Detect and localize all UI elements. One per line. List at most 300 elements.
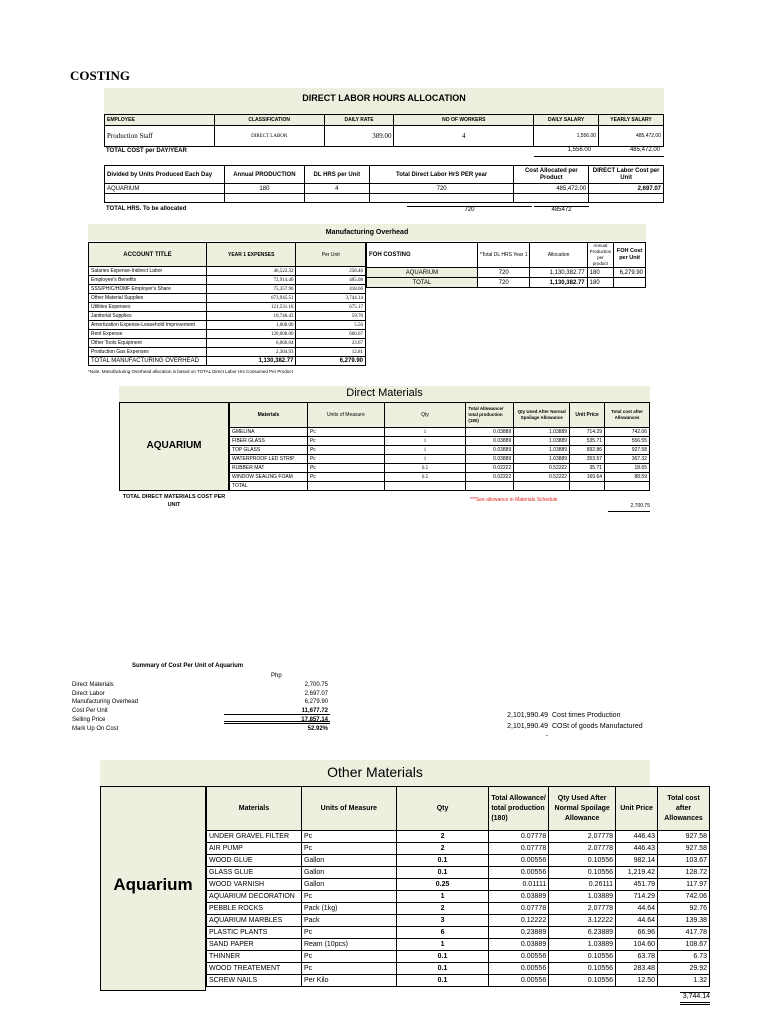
om-qty: 0.1 [396, 855, 489, 867]
dm-qty: 1 [384, 437, 466, 446]
om-uom: Pc [301, 951, 396, 963]
alloc-header-total-hrs: Total Direct Labor HrS PER year [369, 166, 514, 184]
om-material: WOOD TREATEMENT [207, 963, 302, 975]
dm-qty-used: 0.52222 [514, 464, 570, 473]
alloc-header-production: Annual PRODUCTION [224, 166, 304, 184]
moh-expense: 10,746.43 [206, 312, 296, 321]
dl-daily-salary: 1,556.00 [534, 126, 599, 147]
summary-side-value: - [545, 733, 548, 740]
foh-production: 180 [587, 268, 614, 278]
alloc-header-dl-hrs: DL HRS per Unit [304, 166, 369, 184]
om-allowance: 0.03889 [489, 939, 549, 951]
foh-row [367, 268, 646, 278]
om-allowance: 0.07778 [489, 843, 549, 855]
dm-material: FIBER GLASS [230, 437, 308, 446]
summary-value: 11,677.72 [301, 708, 328, 715]
om-total-cost: 1.32 [658, 975, 710, 987]
om-total-cost: 108.67 [658, 939, 710, 951]
om-row [207, 843, 710, 855]
foh-allocation: 1,130,382.77 [530, 278, 587, 288]
summary-side-value: 2,101,990.49 [507, 722, 548, 730]
om-allowance: 0.01111 [489, 879, 549, 891]
om-qty: 0.25 [396, 879, 489, 891]
moh-per-unit: 59.70 [296, 312, 366, 321]
om-material: AQUARIUM MARBLES [207, 915, 302, 927]
om-material: AIR PUMP [207, 843, 302, 855]
dl-header-classification: CLASSIFICATION [214, 115, 324, 126]
om-title: Other Materials [327, 764, 423, 780]
moh-row [89, 330, 366, 339]
moh-expense: 121,531.18 [206, 303, 296, 312]
dm-material: TOTAL [230, 482, 308, 491]
dm-qty: 0.5 [384, 473, 466, 482]
moh-total-expenses: 1,130,382.77 [206, 357, 296, 366]
moh-row [89, 339, 366, 348]
dm-header-uom: Units of Measure [307, 403, 384, 428]
om-unit-price: 44.64 [616, 915, 658, 927]
dm-allowance: 0.03889 [466, 455, 514, 464]
dm-material: WINDOW SEALING FOAM [230, 473, 308, 482]
om-uom: Gallon [301, 855, 396, 867]
dm-unit-price: 353.57 [570, 455, 605, 464]
om-unit-price: 446.43 [616, 831, 658, 843]
om-qty-used: 6.23889 [549, 927, 616, 939]
om-total-cost: 103.67 [658, 855, 710, 867]
dm-unit-price: 169.64 [570, 473, 605, 482]
summary-title: Summary of Cost Per Unit of Aquarium [132, 663, 244, 669]
dl-header-daily-salary: DAILY SALARY [534, 115, 599, 126]
om-row [207, 927, 710, 939]
om-qty-used: 2.07778 [549, 903, 616, 915]
om-header-allowance: Total Allowance/ total production (180) [489, 787, 549, 831]
om-uom: Per Kilo [301, 975, 396, 987]
om-row [207, 831, 710, 843]
om-material: PEBBLE ROCKS [207, 903, 302, 915]
om-uom: Pc [301, 843, 396, 855]
om-unit-price: 63.78 [616, 951, 658, 963]
dm-allowance-note: ***See allowance in Materials Schedule [470, 497, 558, 503]
om-material: GLASS GLUE [207, 867, 302, 879]
alloc-total-hrs: 720 [369, 184, 514, 194]
summary-label: Mark Up On Cost [72, 725, 119, 732]
om-total-cost: 128.72 [658, 867, 710, 879]
dm-unit-price: 535.71 [570, 437, 605, 446]
om-qty: 0.1 [396, 975, 489, 987]
moh-header-per-unit: Per Unit [296, 243, 366, 267]
om-allowance: 0.07778 [489, 831, 549, 843]
dl-total-yearly: 485,472.00 [629, 147, 660, 153]
moh-expense: 120,000.00 [206, 330, 296, 339]
dl-yearly-salary: 485,472.00 [599, 126, 664, 147]
dm-uom: Pc [307, 473, 384, 482]
dm-header-qty: Qty [384, 403, 466, 428]
summary-currency: Php [271, 673, 282, 679]
om-allowance: 0.03889 [489, 891, 549, 903]
dm-header-total-cost: Total cost after Allowances [605, 403, 650, 428]
alloc-product: AQUARIUM [105, 184, 225, 194]
alloc-header-cost-allocated: Cost Allocated per Product [514, 166, 589, 184]
foh-dl-hrs: 720 [477, 268, 530, 278]
foh-allocation: 1,130,382.77 [530, 268, 587, 278]
om-unit-price: 104.60 [616, 939, 658, 951]
dl-hrs-total: 720 [407, 206, 532, 213]
dm-total: 2,700.75 [630, 503, 650, 509]
om-qty: 1 [396, 891, 489, 903]
moh-row [89, 285, 366, 294]
summary-label: Cost Per Unit [72, 708, 108, 715]
dl-daily-rate: 389.00 [324, 126, 394, 147]
dm-qty-used [514, 482, 570, 491]
dl-header-yearly-salary: YEARLY SALARY [599, 115, 664, 126]
om-qty: 3 [396, 915, 489, 927]
alloc-dl-cost: 2,697.07 [589, 184, 664, 194]
dm-unit-price [570, 482, 605, 491]
foh-cost-per-unit: 6,279.90 [614, 268, 646, 278]
om-qty-used: 2.07778 [549, 831, 616, 843]
om-qty: 6 [396, 927, 489, 939]
dm-total-cost: 927.58 [605, 446, 650, 455]
dm-total-cost: 742.06 [605, 428, 650, 437]
dm-table [229, 402, 650, 491]
dl-allocation-table [104, 165, 664, 203]
foh-header-allocation: Allocation [530, 243, 587, 268]
om-total-rule-top [680, 992, 710, 993]
om-unit-price: 982.14 [616, 855, 658, 867]
om-allowance: 0.00556 [489, 855, 549, 867]
om-row [207, 951, 710, 963]
moh-account: Salaries Expense-Indirect Labor [89, 267, 207, 276]
om-unit-price: 44.64 [616, 903, 658, 915]
dm-unit-price: 35.71 [570, 464, 605, 473]
alloc-production: 180 [224, 184, 304, 194]
dm-row [230, 473, 650, 482]
dm-row [230, 428, 650, 437]
dl-total-daily: 1,556.00 [567, 147, 591, 153]
om-unit-price: 451.79 [616, 879, 658, 891]
dm-title: Direct Materials [346, 387, 423, 399]
om-uom: Gallon [301, 879, 396, 891]
om-qty-used: 2.07778 [549, 843, 616, 855]
moh-table [88, 242, 366, 366]
om-qty-used: 0.10556 [549, 951, 616, 963]
summary-value: 2,697.07 [304, 690, 328, 697]
page-title: COSTING [70, 68, 130, 83]
moh-account: Other Material Supplies [89, 294, 207, 303]
om-material: SAND PAPER [207, 939, 302, 951]
moh-per-unit: 675.17 [296, 303, 366, 312]
alloc-dl-hrs: 4 [304, 184, 369, 194]
summary-rule-top [224, 714, 330, 715]
moh-row [89, 348, 366, 357]
dm-allowance: 0.03889 [466, 437, 514, 446]
om-total-cost: 92.76 [658, 903, 710, 915]
dm-uom: Pc [307, 455, 384, 464]
om-allowance: 0.12222 [489, 915, 549, 927]
moh-title: Manufacturing Overhead [88, 224, 646, 241]
dl-header-employee: EMPLOYEE [105, 115, 215, 126]
moh-per-unit: 666.67 [296, 330, 366, 339]
dm-allowance: 0.02222 [466, 464, 514, 473]
dl-total-rule [534, 156, 664, 157]
dl-header-workers: NO OF WORKERS [394, 115, 534, 126]
dl-hrs-label: TOTAL HRS. To be allocated [106, 206, 187, 212]
dm-qty-used: 1.03889 [514, 428, 570, 437]
dm-total-rule [608, 511, 650, 512]
om-total-cost: 742.06 [658, 891, 710, 903]
direct-labor-title: DIRECT LABOR HOURS ALLOCATION [302, 93, 466, 103]
om-uom: Pc [301, 963, 396, 975]
om-allowance: 0.00556 [489, 975, 549, 987]
dm-allowance: 0.03889 [466, 428, 514, 437]
dm-row [230, 482, 650, 491]
om-header-materials: Materials [207, 787, 302, 831]
om-row [207, 867, 710, 879]
dm-total-cost: 18.65 [605, 464, 650, 473]
om-header-unit-price: Unit Price [616, 787, 658, 831]
summary-value: 6,279.90 [304, 699, 328, 706]
om-row [207, 963, 710, 975]
dm-total-label: TOTAL DIRECT MATERIALS COST PER UNIT [122, 494, 226, 508]
om-total-cost: 139.38 [658, 915, 710, 927]
moh-account: Janitorial Supplies [89, 312, 207, 321]
om-material: THINNER [207, 951, 302, 963]
dl-header-daily-rate: DAILY RATE [324, 115, 394, 126]
dl-hrs-cost: 485472 [534, 206, 589, 213]
dm-material: WATERPROOF LED STRIP [230, 455, 308, 464]
moh-per-unit: 405.08 [296, 276, 366, 285]
moh-account: Other Tools Equipment [89, 339, 207, 348]
om-total-cost: 417.78 [658, 927, 710, 939]
om-allowance: 0.00556 [489, 951, 549, 963]
om-qty-used: 0.10556 [549, 975, 616, 987]
foh-production: 180 [587, 278, 614, 288]
moh-expense: 1,000.00 [206, 321, 296, 330]
dm-uom: Pc [307, 446, 384, 455]
alloc-header-dl-cost: DIRECT Labor Cost per Unit [589, 166, 664, 184]
om-header-qty: Qty [396, 787, 489, 831]
om-total-cost: 117.97 [658, 879, 710, 891]
moh-per-unit: 5.56 [296, 321, 366, 330]
summary-label: Selling Price [72, 716, 106, 723]
dm-header-qty-used: Qty Used After Normal Spoilage Allowance [514, 403, 570, 428]
om-table [206, 786, 710, 987]
dm-qty: 1 [384, 446, 466, 455]
dm-unit-price: 714.29 [570, 428, 605, 437]
summary-side-label: Cost times Production [552, 712, 621, 719]
foh-header-cost-per-unit: FOH Cost per Unit [614, 243, 646, 268]
moh-expense: 2,304.93 [206, 348, 296, 357]
dm-uom: Pc [307, 464, 384, 473]
moh-row [89, 321, 366, 330]
om-qty-used: 0.10556 [549, 963, 616, 975]
om-allowance: 0.00556 [489, 963, 549, 975]
summary-value: 17,857.14 [301, 716, 328, 723]
moh-total-per-unit: 6,279.90 [296, 357, 366, 366]
dl-employee: Production Staff [105, 126, 215, 147]
dm-qty-used: 1.03889 [514, 437, 570, 446]
summary-value: 2,700.75 [304, 682, 328, 688]
om-unit-price: 714.29 [616, 891, 658, 903]
om-unit-price: 446.43 [616, 843, 658, 855]
summary-side-value: 2,101,990.49 [507, 712, 548, 719]
om-qty: 2 [396, 843, 489, 855]
summary-side-label: COSt of goods Manufactured [552, 722, 643, 730]
dm-material: GMELINA [230, 428, 308, 437]
summary-rule-bottom [224, 721, 330, 724]
moh-header-account: ACCOUNT TITLE [89, 243, 207, 267]
om-uom: Pack (1kg) [301, 903, 396, 915]
dm-row [230, 455, 650, 464]
om-qty-used: 0.10556 [549, 867, 616, 879]
moh-account: Amortization Expense-Leasehold Improvement [89, 321, 207, 330]
om-row [207, 879, 710, 891]
moh-account: Employee's Benefits [89, 276, 207, 285]
om-header-uom: Units of Measure [301, 787, 396, 831]
om-total-cost: 29.92 [658, 963, 710, 975]
om-uom: Pc [301, 891, 396, 903]
om-total-cost: 927.58 [658, 843, 710, 855]
dm-qty-used: 0.52222 [514, 473, 570, 482]
dm-qty-used: 1.03889 [514, 455, 570, 464]
dm-row [230, 446, 650, 455]
om-qty-used: 3.12222 [549, 915, 616, 927]
moh-per-unit: 33.67 [296, 339, 366, 348]
dm-total-cost: 367.32 [605, 455, 650, 464]
moh-per-unit: 258.46 [296, 267, 366, 276]
foh-row [367, 278, 646, 288]
om-qty-used: 0.10556 [549, 855, 616, 867]
dm-header-allowance: Total Allowance/ total production (180) [466, 403, 514, 428]
summary-value: 52.92% [307, 725, 328, 732]
om-product: Aquarium [113, 875, 193, 894]
moh-note: *Note: Manufacturing Overhead allocation is based on TOTAL Direct Labor Hrs Consumed Per Product [88, 369, 293, 374]
dm-qty [384, 482, 466, 491]
moh-expense: 46,522.32 [206, 267, 296, 276]
om-qty: 2 [396, 831, 489, 843]
foh-cost-per-unit [614, 278, 646, 288]
om-qty-used: 1.03889 [549, 939, 616, 951]
om-allowance: 0.23889 [489, 927, 549, 939]
moh-per-unit: 12.81 [296, 348, 366, 357]
dm-unit-price: 892.86 [570, 446, 605, 455]
om-unit-price: 66.96 [616, 927, 658, 939]
om-qty-used: 0.26111 [549, 879, 616, 891]
om-total: 3,744.14 [682, 993, 710, 1000]
moh-account: Rent Expense [89, 330, 207, 339]
summary-label: Direct Labor [72, 690, 105, 697]
moh-account: Production Gas Expenses [89, 348, 207, 357]
om-row [207, 891, 710, 903]
dm-row [230, 464, 650, 473]
om-header-total-cost: Total cost after Allowances [658, 787, 710, 831]
dl-classification: DIRECT LABOR [214, 126, 324, 147]
om-uom: Ream (10pcs) [301, 939, 396, 951]
om-uom: Pack [301, 915, 396, 927]
om-qty: 0.1 [396, 951, 489, 963]
summary-label: Direct Materials [72, 682, 114, 688]
om-allowance: 0.07778 [489, 903, 549, 915]
foh-product: TOTAL [367, 278, 478, 288]
dm-allowance [466, 482, 514, 491]
dl-workers: 4 [394, 126, 534, 147]
om-row [207, 939, 710, 951]
om-row [207, 855, 710, 867]
om-uom: Pc [301, 927, 396, 939]
dm-product: AQUARIUM [146, 440, 202, 451]
moh-row [89, 303, 366, 312]
om-row [207, 975, 710, 987]
om-allowance: 0.00556 [489, 867, 549, 879]
dm-material: RUBBER MAT [230, 464, 308, 473]
om-uom: Pc [301, 831, 396, 843]
dm-total-cost [605, 482, 650, 491]
moh-expense: 6,060.04 [206, 339, 296, 348]
om-total-cost: 6.73 [658, 951, 710, 963]
direct-labor-table [104, 114, 664, 147]
om-material: WOOD GLUE [207, 855, 302, 867]
foh-dl-hrs: 720 [477, 278, 530, 288]
dm-uom [307, 482, 384, 491]
dm-header-materials: Materials [230, 403, 308, 428]
dm-qty-used: 1.03889 [514, 446, 570, 455]
foh-header-costing: FOH COSTING [367, 243, 478, 268]
moh-per-unit: 418.66 [296, 285, 366, 294]
om-total-rule-bottom [680, 1002, 710, 1005]
om-row [207, 915, 710, 927]
moh-expense: 673,945.51 [206, 294, 296, 303]
dm-total-cost: 88.59 [605, 473, 650, 482]
dm-allowance: 0.03889 [466, 446, 514, 455]
moh-header-year1: YEAR 1 EXPENSES [206, 243, 296, 267]
dm-uom: Pc [307, 437, 384, 446]
moh-account: Utilities Expenses [89, 303, 207, 312]
om-qty: 1 [396, 939, 489, 951]
om-material: WOOD VARNISH [207, 879, 302, 891]
om-qty: 2 [396, 903, 489, 915]
om-material: PLASTIC PLANTS [207, 927, 302, 939]
om-unit-price: 283.48 [616, 963, 658, 975]
dm-total-cost: 556.55 [605, 437, 650, 446]
moh-expense: 75,357.96 [206, 285, 296, 294]
alloc-cost: 485,472.00 [514, 184, 589, 194]
om-qty-used: 1.03889 [549, 891, 616, 903]
om-unit-price: 12.50 [616, 975, 658, 987]
dm-header-unit-price: Unit Price [570, 403, 605, 428]
dm-qty: 1 [384, 455, 466, 464]
moh-row [89, 312, 366, 321]
om-material: SCREW NAILS [207, 975, 302, 987]
om-row [207, 903, 710, 915]
om-qty: 0.1 [396, 963, 489, 975]
moh-row [89, 294, 366, 303]
foh-header-production: Annual Production per product [587, 243, 614, 268]
om-unit-price: 1,219.42 [616, 867, 658, 879]
moh-per-unit: 3,744.14 [296, 294, 366, 303]
moh-row [89, 276, 366, 285]
dm-row [230, 437, 650, 446]
dm-uom: Pc [307, 428, 384, 437]
dm-qty: 0.5 [384, 464, 466, 473]
moh-expense: 72,914.40 [206, 276, 296, 285]
om-header-qty-used: Qty Used After Normal Spoilage Allowance [549, 787, 616, 831]
alloc-header-divided: Divided by Units Produced Each Day [105, 166, 225, 184]
om-material: AQUARIUM DECORATION [207, 891, 302, 903]
moh-row [89, 267, 366, 276]
foh-product: AQUARIUM [367, 268, 478, 278]
foh-table [366, 242, 646, 288]
om-qty: 0.1 [396, 867, 489, 879]
om-material: UNDER GRAVEL FILTER [207, 831, 302, 843]
